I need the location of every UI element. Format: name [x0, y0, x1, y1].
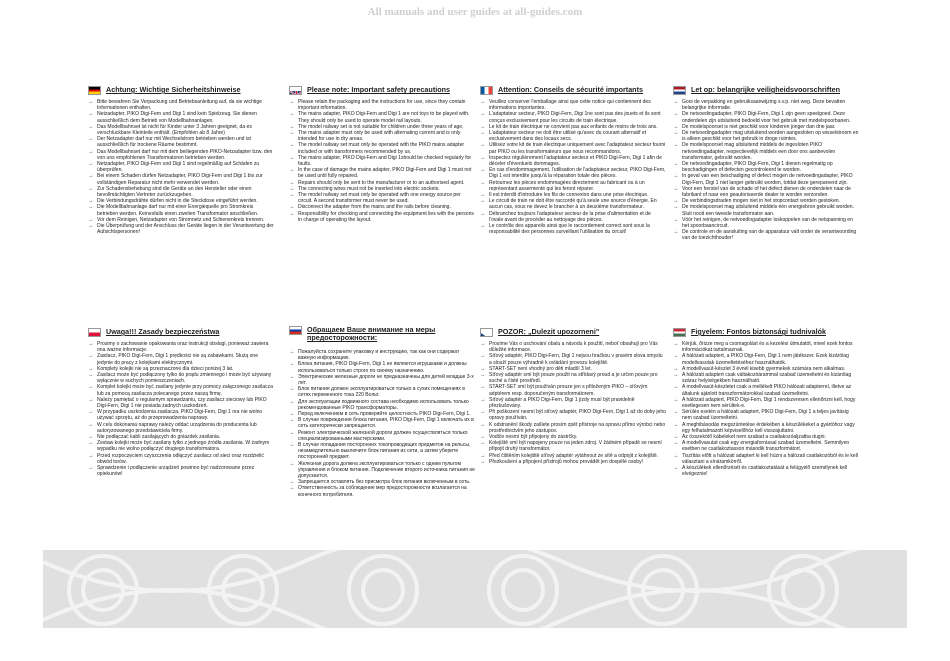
safety-item: → Le kit de train électrique ne convient pas aux enfants de moins de trois ans.: [480, 124, 666, 130]
safety-item: → Zasilacz może być podłączony tylko do prądu zmiennego i może być używany wyłącznie w suchych pomieszczeniach.: [88, 372, 274, 384]
safety-item: → Пожалуйста сохраните упаковку и инструкцию, так как они содержат важную информацию.: [289, 349, 475, 361]
section-title-row: [289, 84, 475, 96]
section-title-row: [88, 84, 274, 96]
pl-flag-icon: [88, 328, 101, 337]
section-heading: Attention: Conseils de sécurité importants: [498, 85, 643, 94]
safety-list: [88, 99, 274, 235]
en-flag-icon: [289, 86, 302, 95]
safety-item: → A modellvasút-készletet csak a mellékelt PIKO hálózati adapterrel, illetve az általunk ajánlott transzformátorokkal szabad üzemeltetni.: [673, 384, 859, 396]
safety-item: → A meghibásodás megszüntetése érdekében a készülékeket a gyártóhoz vagy egy felhatalmazott képviselőhöz kell visszajuttatni.: [673, 422, 859, 434]
safety-item: → Kolejiště smí být napojeny pouze na jeden zdroj. V žádném případě se nesmí připojit druhý transformátor.: [480, 440, 666, 452]
section-heading: Uwaga!!! Zasady bezpieczeństwa: [106, 327, 220, 336]
section-heading: Please note: Important safety precautions: [307, 85, 450, 94]
safety-item: → De modelspoorset mag uitsluitend middels één energiebron gebruikt worden. Sluit nooit een tweede transformator aan.: [673, 204, 859, 216]
safety-item: → W celu dokonania naprawy należy oddać urządzenia do producenta lub autoryzowanego przedstawiciela firmy.: [88, 422, 274, 434]
safety-item: → Sérülés esetén a hálózati adaptert, PIKO Digi-Fern, Digi 1 a teljes javításig nem szabad üzemeltetni.: [673, 409, 859, 421]
safety-item: → De modelspoorset mag uitsluitend middels de ingesloten PIKO netvoedingadapter, respectievelijk middels een door ons aanbevolen transformator, gebruikt worden.: [673, 142, 859, 161]
safety-item: → Die Modellbahnanlage darf nur mit einer Energiequelle pro Stromkreis betrieben werden. Keinesfalls einen zweiten Transformator anschließen.: [88, 204, 274, 216]
safety-item: → A hálózati adaptert csak váltakozóárammal szabad üzemeltetni és kizárólag száraz helyiségekben használható.: [673, 372, 859, 384]
safety-item: → De netvoedingadapter, PIKO Digi-Fern, Digi 1 zijn geen speelgoed. Deze onderdelen zijn uitsluitend bedoeld voor het gebruik met modelspoorbanen.: [673, 111, 859, 123]
safety-item: → W przypadku uszkodzenia zasilacza, PIKO Digi-Fern, Digi 1 ora nie wolno używać sprzętu, aż do przeprowadzenia naprawy.: [88, 409, 274, 421]
section-title-row: [480, 326, 666, 338]
safety-item: → В случае повреждения блока питания, PIKO Digi-Fern, Digi 1 включать их в сеть категорически запрещается.: [289, 417, 475, 429]
safety-item: → Sprawdzenie i podłączenie urządzeń powinno być nadzorowane przez opiekunów!: [88, 465, 274, 477]
safety-item: → Bitte bewahren Sie Verpackung und Betriebsanleitung auf, da sie wichtige Informationen enthalten.: [88, 99, 274, 111]
safety-item: → De verbindingsdraden mogen niet in het stopcontact worden gestoken.: [673, 198, 859, 204]
safety-list: [88, 341, 274, 477]
safety-item: → Блока питания, PIKO Digi-Fern, Digi 1 не являются игрушками и должны использоваться только строго по своему назначению.: [289, 361, 475, 373]
safety-item: → Netzadapter, PIKO Digi-Fern und Digi 1 sind regelmäßig auf Schäden zu überprüfen.: [88, 161, 274, 173]
safety-item: → Tisztítás előtt a hálózati adaptert ki kell húzni a hálózati csatlakozóból és le kell választani a sínáramkörről.: [673, 453, 859, 465]
section-heading: Let op: belangrijke veiligheidsvoorschriften: [691, 85, 840, 94]
safety-item: → Veuillez conserver l'emballage ainsi que cette notice qui contiennent des informations importantes.: [480, 99, 666, 111]
safety-item: → Das Modellbahnset darf nur mit dem beiliegenden PIKO-Netzadapter bzw. den von uns empfohlenen Transformatoren betrieben werden.: [88, 149, 274, 161]
safety-item: → Retournez les pièces endommagées directement au fabricant ou à un représentant assermenté qui les feront réparer.: [480, 180, 666, 192]
safety-item: → Az összekötő kábeleket nem szabad a csatlakozóaljzatba dugni.: [673, 434, 859, 440]
safety-item: → Síťový adaptér a PIKO Digi-Fern, Digi 1 jízdy musí být pravidelně přezkušovány.: [480, 397, 666, 409]
decorative-footer-band: [43, 550, 907, 628]
safety-item: → Vor dem Reinigen, Netzadapter von Stromnetz und Schienenkreis trennen.: [88, 217, 274, 223]
safety-list: [673, 99, 859, 242]
section-english: [289, 84, 475, 223]
safety-item: → L'adaptateur secteur, PIKO Digi-Fern, Digi 1ne sont pas des jouets et ils sont conçus exclusivement pour les circuits de train électrique.: [480, 111, 666, 123]
safety-item: → K odstranění škody zašlete prosím zpět přístroje na opravu přímo výrobci nebo prostřednictvím jeho zástupce.: [480, 422, 666, 434]
safety-item: → START-SET není vhodný pro děti mladší 3 let.: [480, 366, 666, 372]
safety-list: [480, 99, 666, 235]
section-polish: [88, 326, 274, 477]
safety-item: → Перед включением в сеть проверяйте целостность PIKO Digi-Fern, Digi 1.: [289, 411, 475, 417]
ru-flag-icon: [289, 326, 302, 335]
section-title-row: [289, 326, 475, 346]
safety-item: → De modelspoorset is niet geschikt voor kinderen jonger dan drie jaar.: [673, 124, 859, 130]
safety-item: → Repairs should only be sent to the manufacturer or to an authorised agent.: [289, 180, 475, 186]
safety-item: → Przed rozpoczęciem czyszczenia odłączyć zasilacz od sieci oraz rozdzielić obwód torów.: [88, 453, 274, 465]
section-german: [88, 84, 274, 235]
safety-item: → A modellvasút-készlet 3 évnél kisebb gyermekek számára nem alkalmas.: [673, 366, 859, 372]
safety-list: [289, 99, 475, 223]
safety-item: → A hálózati adaptert, a PIKO Digi-Fern, Digi 1 nem játékszer. Ezek kizárólag modellvasutak üzemeltetéséhez használhatók.: [673, 353, 859, 365]
safety-item: → Komplety kolejki nie są przeznaczone dla dzieci poniżej 3 lat.: [88, 366, 274, 372]
watermark: All manuals and user guides at all-guides.com: [367, 6, 583, 18]
safety-item: → The mains adapter must only be used with alternating current and is only intended for use in dry areas.: [289, 130, 475, 142]
safety-item: → Responsibility for checking and connecting the equipment lies with the persons in charge of operating the layout.: [289, 211, 475, 223]
safety-item: → Запрещается оставлять без присмотра блок питания включенным в сеть.: [289, 479, 475, 485]
safety-item: → В случае попадания посторонних токопроводящих предметов на рельсы, незамедлительно выключите блок питания из сети, а затем уберите посторонний предмет.: [289, 442, 475, 461]
safety-item: → The model railway set is not suitable for children under three years of age.: [289, 124, 475, 130]
safety-item: → Le contrôle des appareils ainsi que le raccordement correct sont sous la responsabilité des personnes surveillant l'utilisation du circuit!: [480, 223, 666, 235]
safety-item: → Bei einem Schaden dürfen Netzadapter, PIKO Digi-Fern und Digi 1 bis zur vollständigen Reparatur nicht mehr verwendet werden.: [88, 173, 274, 185]
safety-item: → The mains adapter, PIKO Digi-Fern and Digi 1should be checked regularly for faults.: [289, 155, 475, 167]
section-french: [480, 84, 666, 235]
safety-item: → De netvoedingadapter, PIKO Digi-Fern, Digi 1 dienen regelmatig op beschadigingen of defecten gecontroleerd te worden.: [673, 161, 859, 173]
safety-item: → En cas d'endommagement, l'utilisation de l'adaptateur secteur, PIKO Digi-Fern, Digi 1 est interdite jusqu'à la réparation totale des pièces.: [480, 167, 666, 179]
safety-item: → Při poškození nesmí být síťový adaptér, PIKO Digi-Fern, Digi 1 až do doby jeho opravy používán.: [480, 409, 666, 421]
safety-list: [289, 349, 475, 498]
cz-flag-icon: [480, 328, 493, 337]
section-russian: [289, 326, 475, 498]
section-title-row: [88, 326, 274, 338]
section-heading: Achtung: Wichtige Sicherheitshinweise: [106, 85, 241, 94]
safety-item: → Zasilacz, PIKO Digi-Fern, Digi 1 prędkości nie są zabawkami. Służą one jedynie do pracy z kolejkami elektrycznymi.: [88, 353, 274, 365]
safety-item: → Ремонт электрической железной дороги должен осуществляться только специализированными мастерскими.: [289, 430, 475, 442]
section-title-row: [673, 326, 859, 338]
safety-item: → The model railway set must only be operated with one energy source per circuit. A second transformer must never be used.: [289, 192, 475, 204]
safety-item: → Síťový adaptér smí být pouze použit na střídavý proud a je určen pouze pro suché a čisté prostředí.: [480, 372, 666, 384]
safety-item: → Nie podłączać kabli zasilających do gniazdek zasilania.: [88, 434, 274, 440]
safety-item: → Le circuit de train ne doit être raccordé qu'à seule une source d'énergie. En aucun cas, vous ne devez le brancher à un deuxième transformateur.: [480, 198, 666, 210]
safety-item: → The connecting wires must not be inserted into electric sockets.: [289, 186, 475, 192]
safety-item: → Железная дорога должна эксплуатироваться только с одним пультом управления и блоком питания. Подключение второго источника питания не допускается.: [289, 461, 475, 480]
safety-item: → L'adaptateur secteur ne doit être utilisé qu'avec du courant alternatif et exclusivement dans des locaux secs.: [480, 130, 666, 142]
safety-item: → Для эксплуатации подвижного состава необходимо использовать только рекомендованные PIKO трансформаторы.: [289, 399, 475, 411]
safety-item: → START-SET smí být používán prouze jen s přiloženým PIKO – síťovým adptérem resp. doporučeným transformátorem.: [480, 384, 666, 396]
safety-item: → Der Netzadapter darf nur mit Wechselstrom betrieben werden und ist ausschließlich für trockene Räume bestimmt.: [88, 136, 274, 148]
safety-item: → Utilisez votre kit de train électrique uniquement avec l'adaptateur secteur fourni par PIKO ou les transformateurs que nous recommandons.: [480, 142, 666, 154]
safety-item: → Před čištěním kolejiště síťový adaptér vytáhnout ze sítě a odpojit z kolejiště.: [480, 453, 666, 459]
section-title-row: [673, 84, 859, 96]
safety-item: → Należy pamiętać o regularnym sprawdzaniu, czy zasilacz sieciowy lub PIKO Digi-Fern, Digi 1 nie posiada żadnych uszkodzeń.: [88, 397, 274, 409]
safety-item: → Die Überprüfung und der Anschluss der Geräte liegen in der Verantwortung der Aufsichtspersonen!: [88, 223, 274, 235]
hu-flag-icon: [673, 328, 686, 337]
safety-item: → A készülékek ellenőrzését és csatlakoztatását a felügyelő személynek kell elvégeznie!: [673, 465, 859, 477]
safety-item: → Vodiče nesmí být připojeny do zástrčky.: [480, 434, 666, 440]
circular-pattern-icon: [43, 550, 907, 628]
safety-item: → Disconnect the adapter from the mains and the rails before cleaning.: [289, 204, 475, 210]
safety-item: → Ответственность за соблюдение мер предосторожности возлагается на конечного потребителя.: [289, 485, 475, 497]
safety-item: → The model railway set must only be operated with the PIKO mains adapter included or with transformers recommended by us.: [289, 142, 475, 154]
safety-item: → In geval van een beschadiging of defect mogen de netvoedingadapter, PIKO Digi-Fern, Digi 1 niet langer gebruikt worden, totdat deze gerepareerd zijn.: [673, 173, 859, 185]
safety-item: → Prosíme Vás o uschování obalu a návodu k použití, neboť obsahují pro Vás důležité informace.: [480, 341, 666, 353]
safety-item: → Voor een herstel van de schade of het defect dienen de onderdelen naar de fabrikant of naar een geautoriseerde dealer te worden verzonden.: [673, 186, 859, 198]
safety-item: → Vóór het reinigen, de netvoedingadapter loskoppelen van de netspanning en het spoorbaancircuit.: [673, 217, 859, 229]
section-heading: Обращаем Ваше внимание на меры предосторожности:: [307, 326, 436, 342]
safety-item: → Prosimy o zachowanie opakowania oraz instrukcji obsługi, ponieważ zawiera ona ważne informacje.: [88, 341, 274, 353]
safety-item: → Gooi de verpakking en gebruiksaanwijzing s.v.p. niet weg. Deze bevatten belangrijke informatie.: [673, 99, 859, 111]
safety-item: → Please retain the packaging and the instructions for use, since they contain important information.: [289, 99, 475, 111]
safety-item: → In the case of damage the mains adapter, PIKO Digi-Fern and Digi 1 must not be used until fully repaired.: [289, 167, 475, 179]
safety-item: → Inspectez régulièrement l'adaptateur secteur et PIKO Digi-Fern, Digi 1 afin de déceler d'éventuels dommages.: [480, 155, 666, 167]
safety-item: → Síťový adaptér, PIKO Digi-Fern, Digi 1 nejsou hračkou v pravém slova smyslu a slouží pouze výhradně k ovládání provozu kolejiště.: [480, 353, 666, 365]
safety-item: → Débranchez toujours l'adaptateur secteur de la prise d'alimentation et de l'ovale avant de procéder au nettoyage des pièces.: [480, 211, 666, 223]
safety-item: → Die Verbindungsdrähte dürfen nicht in die Steckdose eingeführt werden.: [88, 198, 274, 204]
safety-item: → Přezkoušení a připojení přístrojů mohou provádět jen dospělé osoby!: [480, 459, 666, 465]
safety-list: [480, 341, 666, 465]
safety-item: → Kérjük, őrizze meg a csomagolást és a kezelési útmutatót, mivel ezek fontos információkat tartalmaznak.: [673, 341, 859, 353]
section-hungarian: [673, 326, 859, 477]
safety-item: → Zestaw kolejki może być zasilany tylko z jednego źródła zasilania. W żadnym wypadku nie wolno podłączyć drugiego transformatora.: [88, 440, 274, 452]
safety-item: → De netvoedingadapter mag uitsluitend worden aangesloten op wisselstroom en is alleen geschikt voor het gebruik in droge ruimtes.: [673, 130, 859, 142]
safety-item: → Блок питания должен эксплуатироваться только в сухих помещениях в сетях переменного тока 220 Вольт.: [289, 386, 475, 398]
safety-item: → Zur Schadensbehebung sind die Geräte an den Hersteller oder einen bevollmächtigten Vertreter zurückzugeben.: [88, 186, 274, 198]
section-heading: POZOR: „Dulezit upozorneni": [498, 327, 600, 336]
section-czech: [480, 326, 666, 465]
section-dutch: [673, 84, 859, 242]
safety-item: → Электрические железные дороги не предназначены для детей младше 3-х лет.: [289, 374, 475, 386]
safety-item: → A modellvasutat csak egy energiaforrással szabad üzemeltetni. Semmilyen esetben ne csatlakoztasson második transzformátort.: [673, 440, 859, 452]
section-heading: Figyelem: Fontos biztonsági tudnivalók: [691, 327, 826, 336]
nl-flag-icon: [673, 86, 686, 95]
safety-item: → Das Modellbahnset ist nicht für Kinder unter 3 Jahren geeignet, da es verschluckbare Kleinteile enthält. (Empfohlen ab 8 Jahre): [88, 124, 274, 136]
fr-flag-icon: [480, 86, 493, 95]
safety-item: → Netzadapter, PIKO Digi-Fern und Digi 1 sind kein Spielzeug. Sie dienen ausschließlich dem Betrieb von Modellbahnanlagen.: [88, 111, 274, 123]
safety-item: → Il est interdit d'introduire les fils de connexion dans une prise électrique.: [480, 192, 666, 198]
safety-item: → De controle en de aansluiting van de apparatuur valt onder de verantwoording van de toezichthouder!: [673, 229, 859, 241]
de-flag-icon: [88, 86, 101, 95]
section-title-row: [480, 84, 666, 96]
safety-item: → Komplet kolejki może być zasilany jedynie przy pomocy załączonego zasilacza lub za pomocą zasilacza polecanego przez naszą firmę.: [88, 384, 274, 396]
safety-item: → A hálózati adaptert, PIKO Digi-Fern, Digi 1 rendszeresen ellenőrizni kell, hogy esetlegesen nem sérültek-e.: [673, 397, 859, 409]
safety-item: → The mains adapter, PIKO Digi-Fern and Digi 1 are not toys to be played with. They should only be used to operate model rail layouts.: [289, 111, 475, 123]
safety-list: [673, 341, 859, 477]
